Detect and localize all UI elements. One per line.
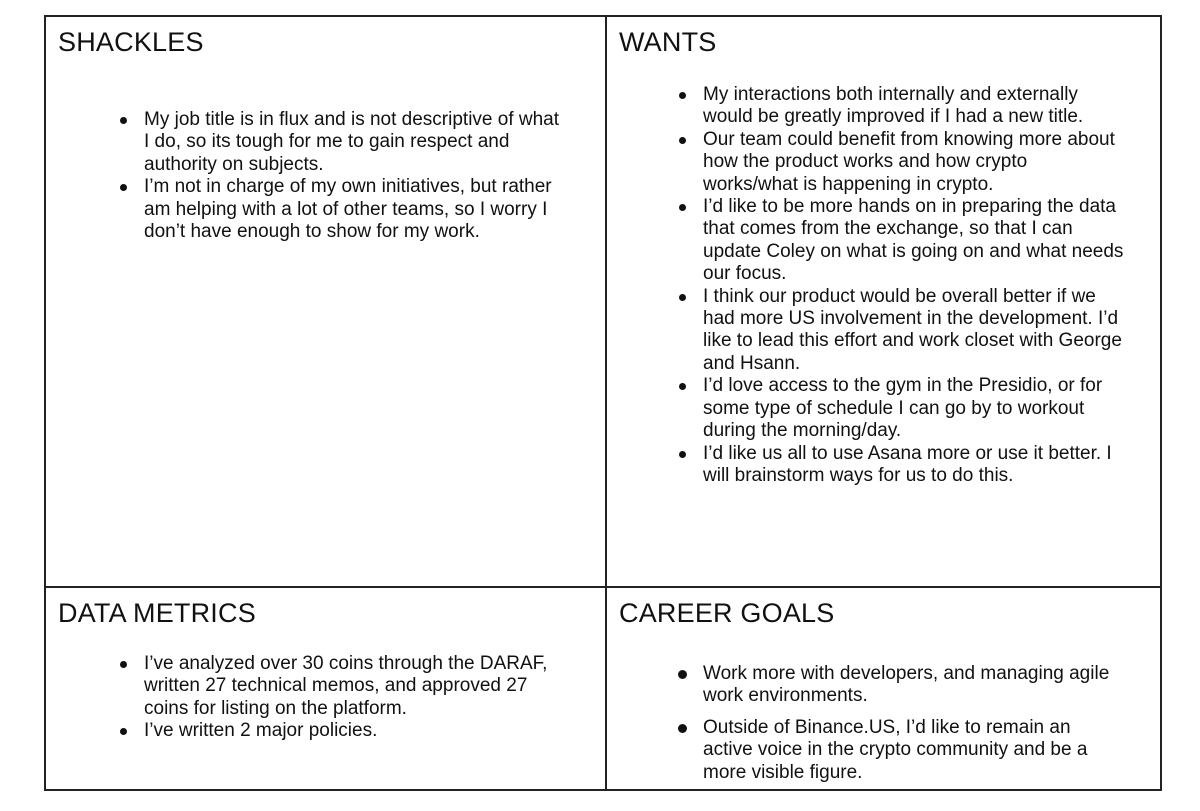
bullet-icon xyxy=(678,670,687,679)
list-item xyxy=(663,129,1125,196)
list-item xyxy=(663,196,1125,286)
list-item-text: I’d love access to the gym in the Presidio, or for some type of schedule I can go by to workout during the morning/day. xyxy=(703,375,1103,442)
list-item-text: I’ve written 2 major policies. xyxy=(144,720,378,742)
wants-title: WANTS xyxy=(619,27,717,57)
data-metrics-title: DATA METRICS xyxy=(58,598,256,628)
data-metrics-list xyxy=(104,653,560,743)
list-item-text: Our team could benefit from knowing more about how the product works and how crypto works/what is happening in crypto. xyxy=(703,128,1115,195)
list-item-text: I think our product would be overall better if we had more US involvement in the development. I’d like to lead this effort and work closet with George and Hsann. xyxy=(703,285,1122,374)
career-goals-cell xyxy=(607,588,1160,789)
list-item-text: My interactions both internally and externally would be greatly improved if I had a new title. xyxy=(703,84,1084,128)
bullet-icon xyxy=(679,451,686,458)
list-item xyxy=(663,84,1125,129)
list-item xyxy=(663,717,1123,784)
list-item-text: Outside of Binance.US, I’d like to remain an active voice in the crypto community and be a more visible figure. xyxy=(703,716,1088,783)
list-item-text: My job title is in flux and is not descriptive of what I do, so its tough for me to gain respect and authority on subjects. xyxy=(144,109,560,175)
list-item xyxy=(663,443,1125,488)
list-item xyxy=(663,286,1125,376)
list-item-text: Work more with developers, and managing agile work environments. xyxy=(703,663,1110,707)
career-goals-title: CAREER GOALS xyxy=(619,598,835,628)
data-metrics-cell xyxy=(46,588,605,789)
bullet-icon xyxy=(679,204,686,211)
bullet-icon xyxy=(678,724,687,733)
bullet-icon xyxy=(679,383,686,390)
list-item xyxy=(663,375,1125,442)
bullet-icon xyxy=(679,294,686,301)
list-item-text: I’ve analyzed over 30 coins through the DARAF, written 27 technical memos, and approved 27 coins for listing on the platform. xyxy=(144,653,548,719)
bullet-icon xyxy=(120,728,127,735)
list-item xyxy=(104,653,560,720)
list-item xyxy=(104,109,560,176)
bullet-icon xyxy=(120,661,127,668)
list-item-text: I’m not in charge of my own initiatives, but rather am helping with a lot of other teams, so I worry I don’t have enough to show for my work. xyxy=(144,176,552,243)
list-item xyxy=(104,176,560,243)
career-goals-list xyxy=(663,663,1123,793)
wants-cell xyxy=(607,17,1160,586)
shackles-list xyxy=(104,109,560,243)
wants-list xyxy=(663,84,1125,487)
bullet-icon xyxy=(120,184,127,191)
bullet-icon xyxy=(679,92,686,99)
bullet-icon xyxy=(679,137,686,144)
list-item xyxy=(104,720,560,742)
shackles-cell xyxy=(46,17,605,586)
list-item-text: I’d like us all to use Asana more or use it better. I will brainstorm ways for us to do this. xyxy=(703,442,1112,486)
list-item xyxy=(663,663,1123,708)
quadrant-grid xyxy=(44,15,1162,791)
bullet-icon xyxy=(120,117,127,124)
shackles-title: SHACKLES xyxy=(58,27,204,57)
list-item-text: I’d like to be more hands on in preparing the data that comes from the exchange, so that I can update Coley on what is going on and what needs our focus. xyxy=(703,196,1124,285)
